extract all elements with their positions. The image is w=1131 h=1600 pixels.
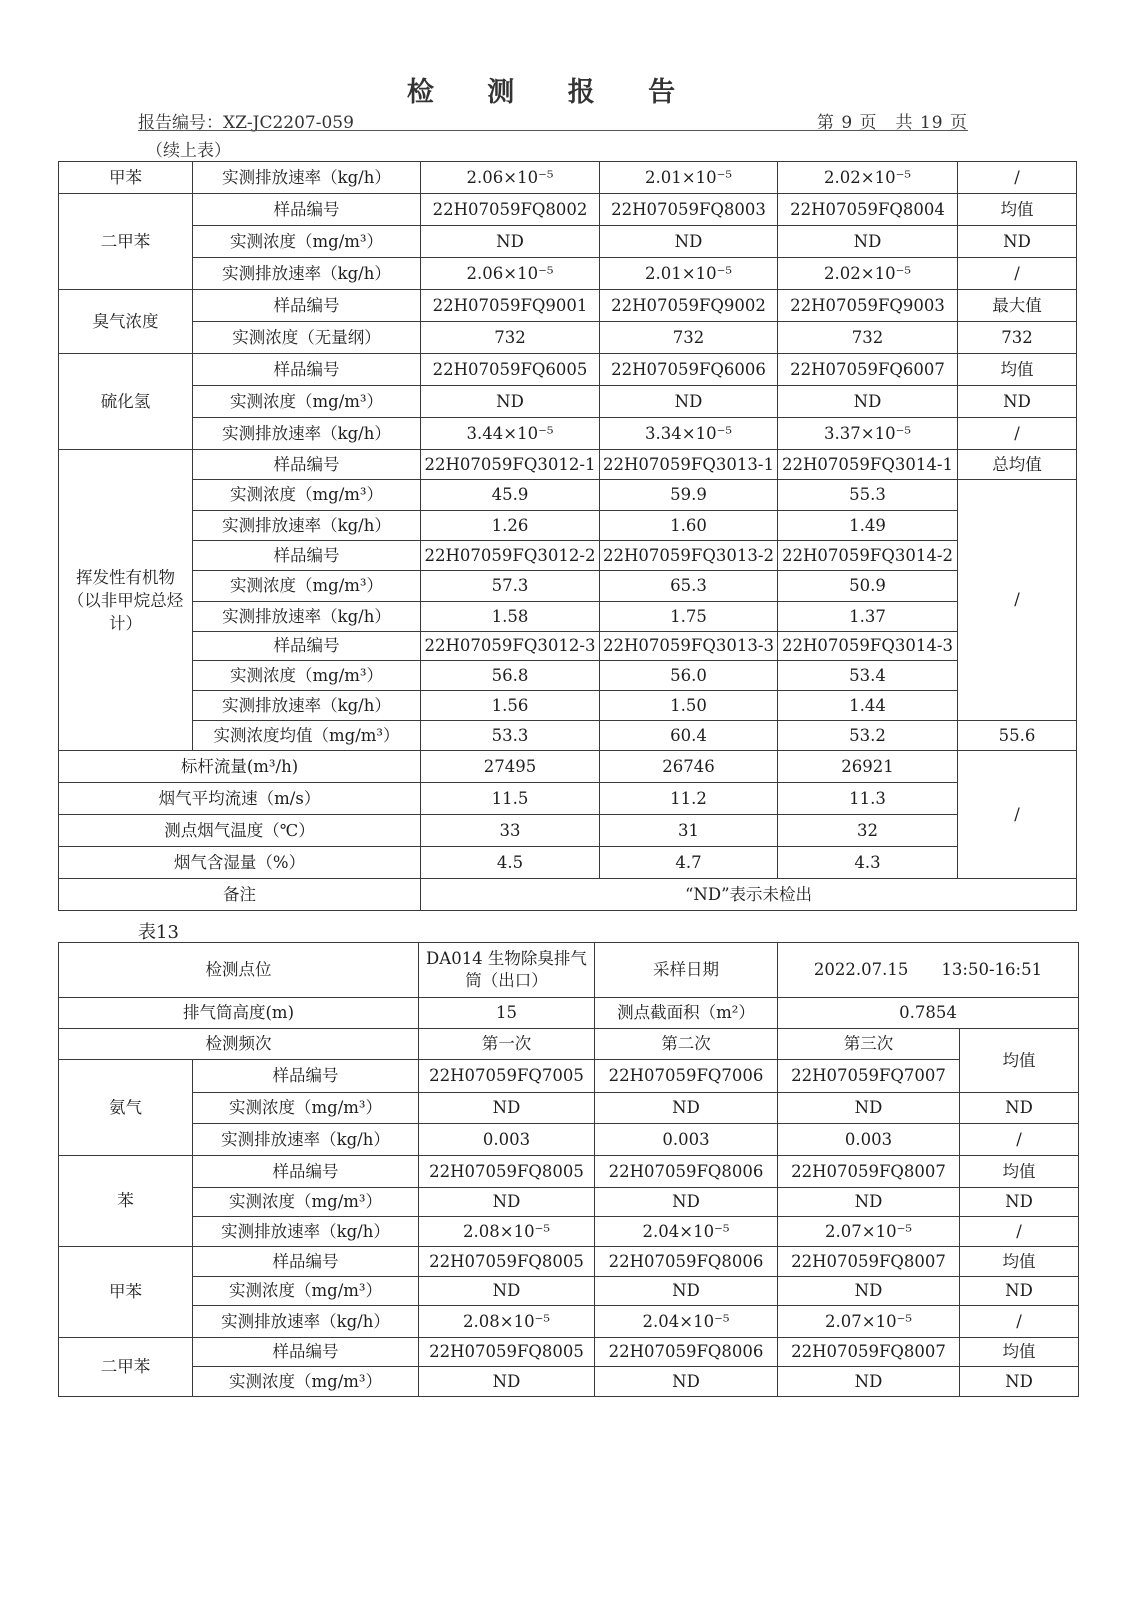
value-cell: 2.02×10⁻⁵ xyxy=(778,162,958,194)
summary-cell: / xyxy=(958,751,1077,879)
frequency-2: 第二次 xyxy=(595,1029,778,1060)
height-value: 15 xyxy=(419,998,595,1029)
row-item-label: 实测浓度（mg/m³） xyxy=(193,226,421,258)
summary-cell: 最大值 xyxy=(958,290,1077,322)
row-group-label: 氨气 xyxy=(59,1060,193,1156)
value-cell: 22H07059FQ8002 xyxy=(421,194,600,226)
table-row xyxy=(59,1060,1079,1093)
table-row xyxy=(59,418,1077,450)
summary-cell: / xyxy=(960,1306,1079,1338)
table-row xyxy=(59,602,1077,632)
value-cell: 3.34×10⁻⁵ xyxy=(600,418,778,450)
value-cell: 22H07059FQ8004 xyxy=(778,194,958,226)
table-row xyxy=(59,1029,1079,1060)
value-cell: 22H07059FQ6007 xyxy=(778,354,958,386)
row-item-label: 样品编号 xyxy=(193,1156,419,1188)
value-cell: 53.2 xyxy=(778,721,958,751)
value-cell: 2.08×10⁻⁵ xyxy=(419,1217,595,1247)
row-item-label: 样品编号 xyxy=(193,194,421,226)
value-cell: 1.75 xyxy=(600,602,778,632)
row-item-label: 样品编号 xyxy=(193,632,421,661)
value-cell: 60.4 xyxy=(600,721,778,751)
row-item-label: 样品编号 xyxy=(193,354,421,386)
value-cell: 2.04×10⁻⁵ xyxy=(595,1306,778,1338)
table-row xyxy=(59,322,1077,354)
value-cell: 22H07059FQ7005 xyxy=(419,1060,595,1093)
value-cell: ND xyxy=(600,386,778,418)
value-cell: 1.60 xyxy=(600,511,778,541)
summary-cell: / xyxy=(958,480,1077,721)
value-cell: ND xyxy=(778,386,958,418)
value-cell: 31 xyxy=(600,815,778,847)
value-cell: 22H07059FQ8005 xyxy=(419,1156,595,1188)
area-value: 0.7854 xyxy=(778,998,1079,1029)
table-caption: 表13 xyxy=(138,922,179,943)
row-item-label: 实测浓度均值（mg/m³） xyxy=(193,721,421,751)
table-row xyxy=(59,1338,1079,1367)
row-item-label: 实测排放速率（kg/h） xyxy=(193,602,421,632)
table-row xyxy=(59,226,1077,258)
value-cell: 45.9 xyxy=(421,480,600,511)
value-cell: ND xyxy=(419,1093,595,1124)
value-cell: 53.3 xyxy=(421,721,600,751)
table-row xyxy=(59,998,1079,1029)
value-cell: 22H07059FQ3014-1 xyxy=(778,450,958,480)
value-cell: 4.7 xyxy=(600,847,778,879)
value-cell: 2.08×10⁻⁵ xyxy=(419,1306,595,1338)
value-cell: 2.02×10⁻⁵ xyxy=(778,258,958,290)
table-row xyxy=(59,783,1077,815)
value-cell: 32 xyxy=(778,815,958,847)
value-cell: 59.9 xyxy=(600,480,778,511)
average-header: 均值 xyxy=(960,1029,1079,1093)
value-cell: ND xyxy=(419,1367,595,1397)
table-row xyxy=(59,691,1077,721)
row-item-label: 实测浓度（mg/m³） xyxy=(193,1188,419,1217)
page-info: 第 9 页 共 19 页 xyxy=(816,113,968,133)
value-cell: ND xyxy=(600,226,778,258)
value-cell: 0.003 xyxy=(419,1124,595,1156)
summary-cell: / xyxy=(960,1124,1079,1156)
summary-cell: ND xyxy=(960,1367,1079,1397)
value-cell: 22H07059FQ8006 xyxy=(595,1247,778,1277)
value-cell: 22H07059FQ8007 xyxy=(778,1156,960,1188)
value-cell: 2.06×10⁻⁵ xyxy=(421,258,600,290)
value-cell: 33 xyxy=(421,815,600,847)
value-cell: 22H07059FQ9001 xyxy=(421,290,600,322)
table-row xyxy=(59,450,1077,480)
summary-cell: / xyxy=(960,1217,1079,1247)
report-number: 报告编号：XZ-JC2207-059 xyxy=(138,113,354,133)
table-row xyxy=(59,1277,1079,1306)
value-cell: 4.5 xyxy=(421,847,600,879)
table-row xyxy=(59,1156,1079,1188)
row-item-label: 实测排放速率（kg/h） xyxy=(193,258,421,290)
row-item-label: 实测浓度（mg/m³） xyxy=(193,1093,419,1124)
value-cell: 55.3 xyxy=(778,480,958,511)
row-item-label: 样品编号 xyxy=(193,1338,419,1367)
value-cell: ND xyxy=(421,386,600,418)
area-label: 测点截面积（m²） xyxy=(595,998,778,1029)
row-group-label: 挥发性有机物（以非甲烷总烃计） xyxy=(59,450,193,751)
value-cell: 1.37 xyxy=(778,602,958,632)
row-item-label: 样品编号 xyxy=(193,1060,419,1093)
table-13 xyxy=(58,942,1079,1397)
value-cell: 27495 xyxy=(421,751,600,783)
row-item-label: 样品编号 xyxy=(193,290,421,322)
table-row xyxy=(59,162,1077,194)
table-row xyxy=(59,1306,1079,1338)
summary-cell: 均值 xyxy=(960,1247,1079,1277)
table-row xyxy=(59,1217,1079,1247)
row-group-label: 甲苯 xyxy=(59,1247,193,1338)
value-cell: ND xyxy=(778,1277,960,1306)
row-item-label: 实测浓度（mg/m³） xyxy=(193,571,421,602)
value-cell: 2.07×10⁻⁵ xyxy=(778,1217,960,1247)
table-row xyxy=(59,632,1077,661)
value-cell: 4.3 xyxy=(778,847,958,879)
value-cell: 2.06×10⁻⁵ xyxy=(421,162,600,194)
value-cell: 22H07059FQ6006 xyxy=(600,354,778,386)
value-cell: 57.3 xyxy=(421,571,600,602)
value-cell: 2.07×10⁻⁵ xyxy=(778,1306,960,1338)
row-item-label: 样品编号 xyxy=(193,541,421,571)
row-item-label: 实测浓度（mg/m³） xyxy=(193,386,421,418)
summary-cell: 均值 xyxy=(958,194,1077,226)
row-item-label: 实测浓度（mg/m³） xyxy=(193,1277,419,1306)
table-row xyxy=(59,511,1077,541)
table-row xyxy=(59,541,1077,571)
value-cell: 22H07059FQ6005 xyxy=(421,354,600,386)
value-cell: ND xyxy=(778,226,958,258)
summary-cell: 总均值 xyxy=(958,450,1077,480)
value-cell: 22H07059FQ9002 xyxy=(600,290,778,322)
row-group-label: 硫化氢 xyxy=(59,354,193,450)
summary-cell: 732 xyxy=(958,322,1077,354)
remark-label: 备注 xyxy=(59,879,421,911)
table-row xyxy=(59,354,1077,386)
page-title: 检 测 报 告 xyxy=(406,77,698,108)
value-cell: 22H07059FQ8005 xyxy=(419,1338,595,1367)
continued-note: （续上表） xyxy=(146,141,231,161)
value-cell: 22H07059FQ3014-2 xyxy=(778,541,958,571)
value-cell: 1.56 xyxy=(421,691,600,721)
value-cell: 11.5 xyxy=(421,783,600,815)
value-cell: 732 xyxy=(778,322,958,354)
value-cell: 22H07059FQ3012-1 xyxy=(421,450,600,480)
value-cell: ND xyxy=(421,226,600,258)
value-cell: ND xyxy=(778,1093,960,1124)
value-cell: 732 xyxy=(421,322,600,354)
value-cell: 22H07059FQ8005 xyxy=(419,1247,595,1277)
value-cell: 65.3 xyxy=(600,571,778,602)
value-cell: 22H07059FQ8007 xyxy=(778,1338,960,1367)
date-value: 2022.07.15 13:50-16:51 xyxy=(778,943,1079,998)
summary-cell: ND xyxy=(958,386,1077,418)
frequency-label: 检测频次 xyxy=(59,1029,419,1060)
remark-text: “ND”表示未检出 xyxy=(421,879,1077,911)
value-cell: 1.49 xyxy=(778,511,958,541)
row-item-label: 实测排放速率（kg/h） xyxy=(193,691,421,721)
table-row xyxy=(59,258,1077,290)
value-cell: ND xyxy=(778,1367,960,1397)
table-row xyxy=(59,571,1077,602)
summary-cell: ND xyxy=(960,1188,1079,1217)
flow-label: 烟气平均流速（m/s） xyxy=(59,783,421,815)
value-cell: 22H07059FQ3013-1 xyxy=(600,450,778,480)
row-item-label: 实测排放速率（kg/h） xyxy=(193,511,421,541)
value-cell: 22H07059FQ9003 xyxy=(778,290,958,322)
frequency-1: 第一次 xyxy=(419,1029,595,1060)
value-cell: 2.01×10⁻⁵ xyxy=(600,162,778,194)
table-row xyxy=(59,1367,1079,1397)
table-row xyxy=(59,661,1077,691)
summary-cell: 55.6 xyxy=(958,721,1077,751)
value-cell: 56.8 xyxy=(421,661,600,691)
location-value: DA014 生物除臭排气筒（出口） xyxy=(419,943,595,998)
value-cell: 3.44×10⁻⁵ xyxy=(421,418,600,450)
flow-label: 烟气含湿量（%） xyxy=(59,847,421,879)
value-cell: 1.44 xyxy=(778,691,958,721)
flow-label: 测点烟气温度（℃） xyxy=(59,815,421,847)
row-item-label: 实测浓度（无量纲） xyxy=(193,322,421,354)
value-cell: 22H07059FQ3012-3 xyxy=(421,632,600,661)
value-cell: 22H07059FQ7006 xyxy=(595,1060,778,1093)
summary-cell: 均值 xyxy=(958,354,1077,386)
table-row xyxy=(59,943,1079,998)
row-item-label: 实测排放速率（kg/h） xyxy=(193,1306,419,1338)
frequency-3: 第三次 xyxy=(778,1029,960,1060)
value-cell: ND xyxy=(419,1188,595,1217)
summary-cell: / xyxy=(958,162,1077,194)
height-label: 排气筒高度(m) xyxy=(59,998,419,1029)
value-cell: 22H07059FQ8007 xyxy=(778,1247,960,1277)
value-cell: 22H07059FQ7007 xyxy=(778,1060,960,1093)
value-cell: 2.04×10⁻⁵ xyxy=(595,1217,778,1247)
row-group-label: 二甲苯 xyxy=(59,194,193,290)
value-cell: 1.58 xyxy=(421,602,600,632)
value-cell: 53.4 xyxy=(778,661,958,691)
table-row xyxy=(59,1188,1079,1217)
value-cell: ND xyxy=(595,1188,778,1217)
table-row xyxy=(59,386,1077,418)
value-cell: 22H07059FQ3013-3 xyxy=(600,632,778,661)
row-item-label: 样品编号 xyxy=(193,1247,419,1277)
value-cell: ND xyxy=(778,1188,960,1217)
table-row xyxy=(59,1124,1079,1156)
table-row xyxy=(59,480,1077,511)
value-cell: 11.3 xyxy=(778,783,958,815)
table-row xyxy=(59,721,1077,751)
continued-table xyxy=(58,161,1077,911)
row-group-label: 甲苯 xyxy=(59,162,193,194)
table-row xyxy=(59,1247,1079,1277)
date-label: 采样日期 xyxy=(595,943,778,998)
value-cell: 0.003 xyxy=(595,1124,778,1156)
row-item-label: 实测浓度（mg/m³） xyxy=(193,1367,419,1397)
row-item-label: 实测排放速率（kg/h） xyxy=(193,418,421,450)
value-cell: ND xyxy=(419,1277,595,1306)
table-row xyxy=(59,194,1077,226)
table-row xyxy=(59,847,1077,879)
value-cell: 22H07059FQ8003 xyxy=(600,194,778,226)
value-cell: 50.9 xyxy=(778,571,958,602)
value-cell: 22H07059FQ8006 xyxy=(595,1156,778,1188)
row-item-label: 实测浓度（mg/m³） xyxy=(193,480,421,511)
value-cell: 22H07059FQ3013-2 xyxy=(600,541,778,571)
header-rule xyxy=(138,130,968,131)
row-item-label: 实测排放速率（kg/h） xyxy=(193,1217,419,1247)
value-cell: 22H07059FQ8006 xyxy=(595,1338,778,1367)
summary-cell: / xyxy=(958,418,1077,450)
summary-cell: ND xyxy=(960,1277,1079,1306)
row-group-label: 臭气浓度 xyxy=(59,290,193,354)
value-cell: 1.50 xyxy=(600,691,778,721)
value-cell: ND xyxy=(595,1367,778,1397)
flow-label: 标杆流量(m³/h) xyxy=(59,751,421,783)
summary-cell: 均值 xyxy=(960,1338,1079,1367)
value-cell: 1.26 xyxy=(421,511,600,541)
value-cell: 732 xyxy=(600,322,778,354)
summary-cell: 均值 xyxy=(960,1156,1079,1188)
value-cell: 2.01×10⁻⁵ xyxy=(600,258,778,290)
row-item-label: 实测浓度（mg/m³） xyxy=(193,661,421,691)
value-cell: 26746 xyxy=(600,751,778,783)
value-cell: 0.003 xyxy=(778,1124,960,1156)
row-item-label: 样品编号 xyxy=(193,450,421,480)
value-cell: 22H07059FQ3014-3 xyxy=(778,632,958,661)
summary-cell: / xyxy=(958,258,1077,290)
value-cell: 22H07059FQ3012-2 xyxy=(421,541,600,571)
table-row xyxy=(59,751,1077,783)
summary-cell: ND xyxy=(960,1093,1079,1124)
row-item-label: 实测排放速率（kg/h） xyxy=(193,162,421,194)
value-cell: 11.2 xyxy=(600,783,778,815)
value-cell: ND xyxy=(595,1277,778,1306)
table-row xyxy=(59,290,1077,322)
value-cell: ND xyxy=(595,1093,778,1124)
value-cell: 56.0 xyxy=(600,661,778,691)
value-cell: 3.37×10⁻⁵ xyxy=(778,418,958,450)
table-row xyxy=(59,879,1077,911)
location-label: 检测点位 xyxy=(59,943,419,998)
row-group-label: 苯 xyxy=(59,1156,193,1247)
row-group-label: 二甲苯 xyxy=(59,1338,193,1397)
value-cell: 26921 xyxy=(778,751,958,783)
table-row xyxy=(59,815,1077,847)
table-row xyxy=(59,1093,1079,1124)
summary-cell: ND xyxy=(958,226,1077,258)
row-item-label: 实测排放速率（kg/h） xyxy=(193,1124,419,1156)
